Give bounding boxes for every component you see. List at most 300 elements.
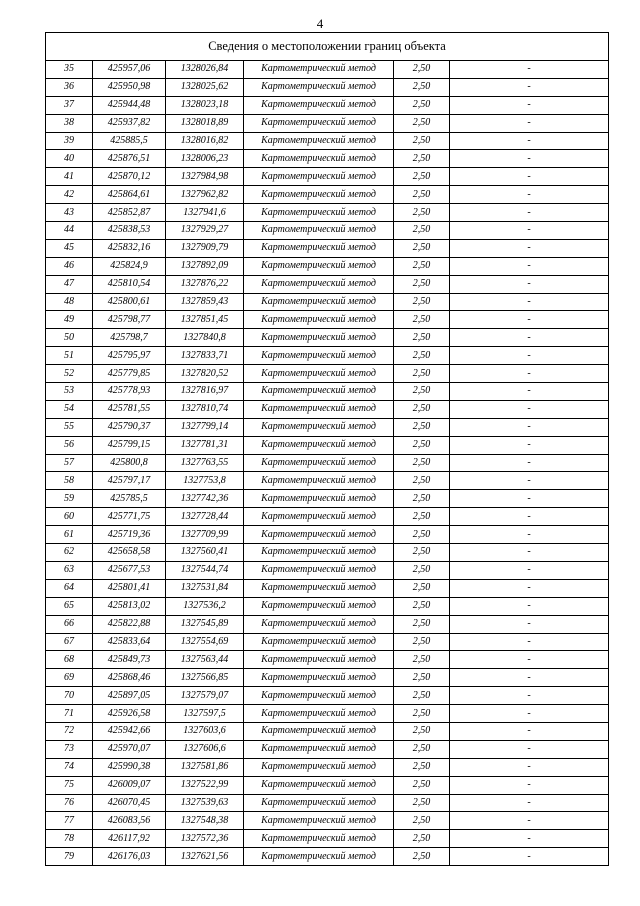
table-row [46, 204, 609, 222]
description-cell: - [450, 311, 609, 329]
point-number-cell: 37 [46, 96, 93, 114]
y-coordinate-cell: 1327816,97 [166, 383, 244, 401]
description-cell: - [450, 347, 609, 365]
table-title-row [46, 33, 609, 61]
x-coordinate-cell: 425797,17 [93, 472, 166, 490]
description-cell: - [450, 365, 609, 383]
y-coordinate-cell: 1327909,79 [166, 239, 244, 257]
description-cell: - [450, 383, 609, 401]
point-number-cell: 76 [46, 794, 93, 812]
method-cell: Картометрический метод [244, 222, 394, 240]
description-cell: - [450, 329, 609, 347]
y-coordinate-cell: 1327606,6 [166, 740, 244, 758]
method-cell: Картометрический метод [244, 615, 394, 633]
description-cell: - [450, 436, 609, 454]
table-row [46, 418, 609, 436]
description-cell: - [450, 96, 609, 114]
y-coordinate-cell: 1327799,14 [166, 418, 244, 436]
accuracy-cell: 2,50 [394, 812, 450, 830]
y-coordinate-cell: 1327563,44 [166, 651, 244, 669]
accuracy-cell: 2,50 [394, 526, 450, 544]
table-row [46, 329, 609, 347]
y-coordinate-cell: 1327539,63 [166, 794, 244, 812]
point-number-cell: 67 [46, 633, 93, 651]
x-coordinate-cell: 425852,87 [93, 204, 166, 222]
method-cell: Картометрический метод [244, 78, 394, 96]
x-coordinate-cell: 425838,53 [93, 222, 166, 240]
method-cell: Картометрический метод [244, 418, 394, 436]
point-number-cell: 63 [46, 561, 93, 579]
point-number-cell: 72 [46, 722, 93, 740]
method-cell: Картометрический метод [244, 669, 394, 687]
table-row [46, 490, 609, 508]
y-coordinate-cell: 1327962,82 [166, 186, 244, 204]
table-row [46, 186, 609, 204]
point-number-cell: 60 [46, 508, 93, 526]
point-number-cell: 53 [46, 383, 93, 401]
x-coordinate-cell: 425779,85 [93, 365, 166, 383]
description-cell: - [450, 222, 609, 240]
accuracy-cell: 2,50 [394, 597, 450, 615]
method-cell: Картометрический метод [244, 740, 394, 758]
description-cell: - [450, 186, 609, 204]
method-cell: Картометрический метод [244, 651, 394, 669]
description-cell: - [450, 204, 609, 222]
method-cell: Картометрический метод [244, 830, 394, 848]
y-coordinate-cell: 1327548,38 [166, 812, 244, 830]
description-cell: - [450, 168, 609, 186]
table-title: Сведения о местоположении границ объекта [46, 33, 609, 61]
point-number-cell: 71 [46, 705, 93, 723]
description-cell: - [450, 830, 609, 848]
accuracy-cell: 2,50 [394, 275, 450, 293]
x-coordinate-cell: 425926,58 [93, 705, 166, 723]
x-coordinate-cell: 425719,36 [93, 526, 166, 544]
y-coordinate-cell: 1327742,36 [166, 490, 244, 508]
x-coordinate-cell: 425885,5 [93, 132, 166, 150]
method-cell: Картометрический метод [244, 794, 394, 812]
table-row [46, 454, 609, 472]
accuracy-cell: 2,50 [394, 400, 450, 418]
table-row [46, 776, 609, 794]
x-coordinate-cell: 425970,07 [93, 740, 166, 758]
point-number-cell: 39 [46, 132, 93, 150]
boundary-coordinates-table [45, 32, 609, 866]
description-cell: - [450, 508, 609, 526]
accuracy-cell: 2,50 [394, 776, 450, 794]
accuracy-cell: 2,50 [394, 418, 450, 436]
y-coordinate-cell: 1327579,07 [166, 687, 244, 705]
x-coordinate-cell: 425868,46 [93, 669, 166, 687]
description-cell: - [450, 579, 609, 597]
description-cell: - [450, 275, 609, 293]
method-cell: Картометрический метод [244, 526, 394, 544]
table-row [46, 669, 609, 687]
method-cell: Картометрический метод [244, 150, 394, 168]
accuracy-cell: 2,50 [394, 186, 450, 204]
table-row [46, 561, 609, 579]
accuracy-cell: 2,50 [394, 615, 450, 633]
point-number-cell: 40 [46, 150, 93, 168]
table-row [46, 758, 609, 776]
point-number-cell: 58 [46, 472, 93, 490]
description-cell: - [450, 418, 609, 436]
method-cell: Картометрический метод [244, 400, 394, 418]
x-coordinate-cell: 425798,7 [93, 329, 166, 347]
x-coordinate-cell: 425778,93 [93, 383, 166, 401]
table-row [46, 508, 609, 526]
method-cell: Картометрический метод [244, 293, 394, 311]
method-cell: Картометрический метод [244, 132, 394, 150]
accuracy-cell: 2,50 [394, 78, 450, 96]
y-coordinate-cell: 1328018,89 [166, 114, 244, 132]
x-coordinate-cell: 425781,55 [93, 400, 166, 418]
accuracy-cell: 2,50 [394, 311, 450, 329]
description-cell: - [450, 687, 609, 705]
point-number-cell: 52 [46, 365, 93, 383]
method-cell: Картометрический метод [244, 275, 394, 293]
y-coordinate-cell: 1327621,56 [166, 848, 244, 866]
point-number-cell: 69 [46, 669, 93, 687]
table-row [46, 383, 609, 401]
y-coordinate-cell: 1327560,41 [166, 544, 244, 562]
point-number-cell: 46 [46, 257, 93, 275]
x-coordinate-cell: 425771,75 [93, 508, 166, 526]
y-coordinate-cell: 1327566,85 [166, 669, 244, 687]
point-number-cell: 48 [46, 293, 93, 311]
point-number-cell: 66 [46, 615, 93, 633]
method-cell: Картометрический метод [244, 776, 394, 794]
point-number-cell: 35 [46, 61, 93, 79]
point-number-cell: 68 [46, 651, 93, 669]
point-number-cell: 43 [46, 204, 93, 222]
table-row [46, 472, 609, 490]
method-cell: Картометрический метод [244, 508, 394, 526]
y-coordinate-cell: 1327941,6 [166, 204, 244, 222]
description-cell: - [450, 293, 609, 311]
accuracy-cell: 2,50 [394, 848, 450, 866]
description-cell: - [450, 740, 609, 758]
table-row [46, 347, 609, 365]
accuracy-cell: 2,50 [394, 579, 450, 597]
y-coordinate-cell: 1327929,27 [166, 222, 244, 240]
y-coordinate-cell: 1327572,36 [166, 830, 244, 848]
point-number-cell: 61 [46, 526, 93, 544]
description-cell: - [450, 526, 609, 544]
table-row [46, 812, 609, 830]
y-coordinate-cell: 1328023,18 [166, 96, 244, 114]
description-cell: - [450, 615, 609, 633]
description-cell: - [450, 722, 609, 740]
description-cell: - [450, 561, 609, 579]
point-number-cell: 41 [46, 168, 93, 186]
x-coordinate-cell: 425790,37 [93, 418, 166, 436]
x-coordinate-cell: 425990,38 [93, 758, 166, 776]
description-cell: - [450, 114, 609, 132]
point-number-cell: 49 [46, 311, 93, 329]
x-coordinate-cell: 426083,56 [93, 812, 166, 830]
accuracy-cell: 2,50 [394, 740, 450, 758]
x-coordinate-cell: 425937,82 [93, 114, 166, 132]
accuracy-cell: 2,50 [394, 651, 450, 669]
y-coordinate-cell: 1327728,44 [166, 508, 244, 526]
x-coordinate-cell: 425785,5 [93, 490, 166, 508]
point-number-cell: 75 [46, 776, 93, 794]
table-row [46, 722, 609, 740]
description-cell: - [450, 597, 609, 615]
x-coordinate-cell: 425799,15 [93, 436, 166, 454]
point-number-cell: 74 [46, 758, 93, 776]
y-coordinate-cell: 1327544,74 [166, 561, 244, 579]
x-coordinate-cell: 425810,54 [93, 275, 166, 293]
y-coordinate-cell: 1327554,69 [166, 633, 244, 651]
table-row [46, 239, 609, 257]
table-row [46, 311, 609, 329]
table-row [46, 293, 609, 311]
table-row [46, 365, 609, 383]
method-cell: Картометрический метод [244, 579, 394, 597]
table-row [46, 651, 609, 669]
method-cell: Картометрический метод [244, 705, 394, 723]
x-coordinate-cell: 425864,61 [93, 186, 166, 204]
table-row [46, 633, 609, 651]
method-cell: Картометрический метод [244, 96, 394, 114]
point-number-cell: 36 [46, 78, 93, 96]
accuracy-cell: 2,50 [394, 239, 450, 257]
accuracy-cell: 2,50 [394, 383, 450, 401]
table-row [46, 150, 609, 168]
y-coordinate-cell: 1327581,86 [166, 758, 244, 776]
table-row [46, 794, 609, 812]
method-cell: Картометрический метод [244, 722, 394, 740]
point-number-cell: 73 [46, 740, 93, 758]
x-coordinate-cell: 426117,92 [93, 830, 166, 848]
description-cell: - [450, 544, 609, 562]
y-coordinate-cell: 1327810,74 [166, 400, 244, 418]
x-coordinate-cell: 425833,64 [93, 633, 166, 651]
y-coordinate-cell: 1328026,84 [166, 61, 244, 79]
y-coordinate-cell: 1327820,52 [166, 365, 244, 383]
table-row [46, 579, 609, 597]
description-cell: - [450, 633, 609, 651]
table-row [46, 61, 609, 79]
x-coordinate-cell: 425800,61 [93, 293, 166, 311]
point-number-cell: 65 [46, 597, 93, 615]
table-row [46, 257, 609, 275]
y-coordinate-cell: 1327531,84 [166, 579, 244, 597]
method-cell: Картометрический метод [244, 848, 394, 866]
x-coordinate-cell: 426009,07 [93, 776, 166, 794]
accuracy-cell: 2,50 [394, 544, 450, 562]
y-coordinate-cell: 1328006,23 [166, 150, 244, 168]
accuracy-cell: 2,50 [394, 687, 450, 705]
accuracy-cell: 2,50 [394, 150, 450, 168]
y-coordinate-cell: 1327597,5 [166, 705, 244, 723]
x-coordinate-cell: 425870,12 [93, 168, 166, 186]
method-cell: Картометрический метод [244, 812, 394, 830]
accuracy-cell: 2,50 [394, 61, 450, 79]
description-cell: - [450, 239, 609, 257]
accuracy-cell: 2,50 [394, 347, 450, 365]
x-coordinate-cell: 425957,06 [93, 61, 166, 79]
point-number-cell: 54 [46, 400, 93, 418]
method-cell: Картометрический метод [244, 61, 394, 79]
point-number-cell: 78 [46, 830, 93, 848]
table-row [46, 830, 609, 848]
method-cell: Картометрический метод [244, 365, 394, 383]
description-cell: - [450, 61, 609, 79]
table-row [46, 96, 609, 114]
accuracy-cell: 2,50 [394, 365, 450, 383]
point-number-cell: 51 [46, 347, 93, 365]
table-row [46, 544, 609, 562]
method-cell: Картометрический метод [244, 186, 394, 204]
method-cell: Картометрический метод [244, 239, 394, 257]
accuracy-cell: 2,50 [394, 705, 450, 723]
description-cell: - [450, 132, 609, 150]
point-number-cell: 38 [46, 114, 93, 132]
point-number-cell: 55 [46, 418, 93, 436]
table-row [46, 400, 609, 418]
x-coordinate-cell: 425950,98 [93, 78, 166, 96]
x-coordinate-cell: 425798,77 [93, 311, 166, 329]
x-coordinate-cell: 425795,97 [93, 347, 166, 365]
table-row [46, 78, 609, 96]
accuracy-cell: 2,50 [394, 329, 450, 347]
point-number-cell: 57 [46, 454, 93, 472]
description-cell: - [450, 812, 609, 830]
table-row [46, 114, 609, 132]
accuracy-cell: 2,50 [394, 114, 450, 132]
accuracy-cell: 2,50 [394, 257, 450, 275]
table-row [46, 526, 609, 544]
description-cell: - [450, 669, 609, 687]
x-coordinate-cell: 426070,45 [93, 794, 166, 812]
point-number-cell: 79 [46, 848, 93, 866]
point-number-cell: 59 [46, 490, 93, 508]
method-cell: Картометрический метод [244, 383, 394, 401]
y-coordinate-cell: 1327545,89 [166, 615, 244, 633]
y-coordinate-cell: 1327603,6 [166, 722, 244, 740]
point-number-cell: 62 [46, 544, 93, 562]
point-number-cell: 77 [46, 812, 93, 830]
point-number-cell: 56 [46, 436, 93, 454]
table-row [46, 168, 609, 186]
method-cell: Картометрический метод [244, 561, 394, 579]
accuracy-cell: 2,50 [394, 454, 450, 472]
y-coordinate-cell: 1327522,99 [166, 776, 244, 794]
x-coordinate-cell: 425677,53 [93, 561, 166, 579]
table-row [46, 615, 609, 633]
table-row [46, 705, 609, 723]
method-cell: Картометрический метод [244, 544, 394, 562]
x-coordinate-cell: 425822,88 [93, 615, 166, 633]
x-coordinate-cell: 425658,58 [93, 544, 166, 562]
method-cell: Картометрический метод [244, 687, 394, 705]
y-coordinate-cell: 1327536,2 [166, 597, 244, 615]
method-cell: Картометрический метод [244, 204, 394, 222]
page-number: 4 [316, 16, 324, 31]
accuracy-cell: 2,50 [394, 490, 450, 508]
x-coordinate-cell: 425944,48 [93, 96, 166, 114]
description-cell: - [450, 78, 609, 96]
accuracy-cell: 2,50 [394, 794, 450, 812]
accuracy-cell: 2,50 [394, 561, 450, 579]
x-coordinate-cell: 425876,51 [93, 150, 166, 168]
accuracy-cell: 2,50 [394, 222, 450, 240]
y-coordinate-cell: 1327984,98 [166, 168, 244, 186]
x-coordinate-cell: 425801,41 [93, 579, 166, 597]
y-coordinate-cell: 1328025,62 [166, 78, 244, 96]
description-cell: - [450, 150, 609, 168]
accuracy-cell: 2,50 [394, 168, 450, 186]
x-coordinate-cell: 425824,9 [93, 257, 166, 275]
table-body [46, 33, 609, 866]
description-cell: - [450, 651, 609, 669]
accuracy-cell: 2,50 [394, 293, 450, 311]
method-cell: Картометрический метод [244, 114, 394, 132]
accuracy-cell: 2,50 [394, 436, 450, 454]
y-coordinate-cell: 1327840,8 [166, 329, 244, 347]
description-cell: - [450, 454, 609, 472]
method-cell: Картометрический метод [244, 454, 394, 472]
x-coordinate-cell: 425800,8 [93, 454, 166, 472]
description-cell: - [450, 848, 609, 866]
method-cell: Картометрический метод [244, 472, 394, 490]
method-cell: Картометрический метод [244, 168, 394, 186]
y-coordinate-cell: 1327763,55 [166, 454, 244, 472]
point-number-cell: 44 [46, 222, 93, 240]
table-row [46, 436, 609, 454]
method-cell: Картометрический метод [244, 347, 394, 365]
x-coordinate-cell: 425832,16 [93, 239, 166, 257]
accuracy-cell: 2,50 [394, 633, 450, 651]
table-row [46, 222, 609, 240]
point-number-cell: 45 [46, 239, 93, 257]
accuracy-cell: 2,50 [394, 830, 450, 848]
point-number-cell: 42 [46, 186, 93, 204]
x-coordinate-cell: 425813,02 [93, 597, 166, 615]
point-number-cell: 64 [46, 579, 93, 597]
method-cell: Картометрический метод [244, 633, 394, 651]
y-coordinate-cell: 1327859,43 [166, 293, 244, 311]
accuracy-cell: 2,50 [394, 722, 450, 740]
description-cell: - [450, 257, 609, 275]
y-coordinate-cell: 1327833,71 [166, 347, 244, 365]
point-number-cell: 47 [46, 275, 93, 293]
y-coordinate-cell: 1327781,31 [166, 436, 244, 454]
y-coordinate-cell: 1327709,99 [166, 526, 244, 544]
accuracy-cell: 2,50 [394, 132, 450, 150]
table-row [46, 740, 609, 758]
y-coordinate-cell: 1327851,45 [166, 311, 244, 329]
method-cell: Картометрический метод [244, 758, 394, 776]
x-coordinate-cell: 426176,03 [93, 848, 166, 866]
description-cell: - [450, 705, 609, 723]
x-coordinate-cell: 425942,66 [93, 722, 166, 740]
description-cell: - [450, 776, 609, 794]
description-cell: - [450, 758, 609, 776]
table-row [46, 848, 609, 866]
x-coordinate-cell: 425849,73 [93, 651, 166, 669]
accuracy-cell: 2,50 [394, 96, 450, 114]
table-row [46, 597, 609, 615]
method-cell: Картометрический метод [244, 597, 394, 615]
description-cell: - [450, 794, 609, 812]
method-cell: Картометрический метод [244, 311, 394, 329]
method-cell: Картометрический метод [244, 490, 394, 508]
method-cell: Картометрический метод [244, 436, 394, 454]
